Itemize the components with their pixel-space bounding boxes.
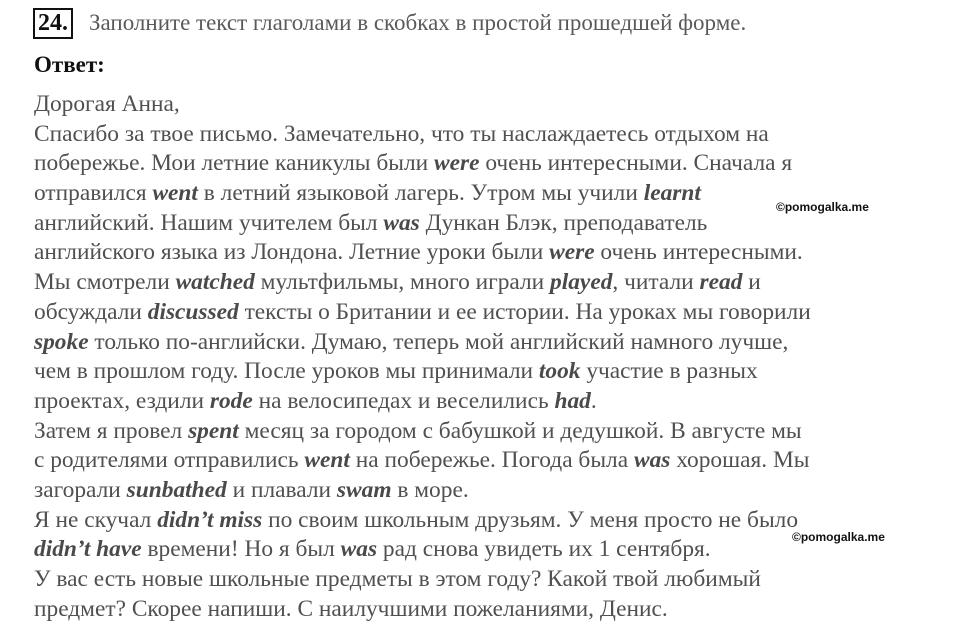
letter-text-segment: очень интересными. Сначала я: [479, 150, 793, 177]
verb-answer: took: [538, 358, 581, 385]
letter-text-segment: хорошая. Мы: [670, 447, 810, 474]
letter-text-segment: чем в прошлом году. После уроков мы принимали: [34, 358, 539, 385]
letter-line: [34, 238, 811, 268]
letter-line: [34, 209, 811, 239]
letter-text-segment: побережье. Мои летние каникулы были: [34, 150, 435, 177]
letter-line: [34, 357, 811, 387]
letter-text-segment: .: [590, 387, 597, 414]
letter-text-segment: Мы смотрели: [34, 269, 176, 296]
letter-text-segment: рад снова увидеть их 1 сентября.: [377, 536, 711, 563]
letter-text-segment: на побережье. Погода была: [349, 447, 634, 474]
letter-text-segment: отправился: [34, 180, 153, 207]
letter-text-segment: в летний языковой лагерь. Утром мы учили: [197, 180, 644, 207]
verb-answer: went: [152, 180, 198, 207]
letter-text-segment: в море.: [391, 476, 469, 503]
letter-line: [34, 565, 811, 595]
letter-text-segment: участие в разных: [580, 358, 758, 385]
letter-text-segment: Затем я провел: [34, 417, 189, 444]
verb-answer: was: [633, 447, 671, 474]
verb-answer: didn’t have: [34, 536, 142, 563]
letter-text-segment: на велосипедах и веселились: [252, 387, 555, 414]
answer-label: Ответ:: [34, 52, 105, 77]
letter-text-segment: загорали: [34, 476, 127, 503]
verb-answer: watched: [175, 269, 255, 296]
letter-line: [34, 535, 811, 565]
letter-text-segment: и: [742, 269, 761, 296]
letter-text: [34, 90, 811, 624]
letter-text-segment: и плавали: [226, 476, 337, 503]
letter-line: [34, 328, 811, 358]
verb-answer: swam: [336, 476, 392, 503]
verb-answer: rode: [209, 387, 253, 414]
letter-text-segment: только по-английски. Думаю, теперь мой английский намного лучше,: [88, 328, 789, 355]
letter-text-segment: мультфильмы, много играли: [254, 269, 551, 296]
letter-text-segment: У вас есть новые школьные предметы в этом году? Какой твой любимый: [34, 566, 761, 592]
verb-answer: was: [383, 209, 420, 236]
verb-answer: didn’t miss: [157, 506, 263, 533]
letter-text-segment: с родителями отправились: [34, 447, 305, 474]
verb-answer: spent: [188, 417, 239, 444]
verb-answer: had: [554, 387, 591, 414]
letter-line: [34, 298, 811, 328]
verb-answer: learnt: [643, 180, 701, 207]
watermark: ©pomogalka.me: [792, 530, 885, 544]
letter-text-segment: , читали: [612, 269, 700, 296]
letter-text-segment: месяц за городом с бабушкой и дедушкой. В августе мы: [238, 417, 802, 444]
verb-answer: discussed: [147, 298, 239, 325]
verb-answer: was: [340, 536, 378, 563]
letter-line: [34, 120, 811, 150]
verb-answer: read: [699, 269, 743, 296]
letter-line: [34, 417, 811, 447]
task-number: 24.: [33, 8, 73, 39]
verb-answer: spoke: [34, 328, 89, 355]
letter-line: [34, 506, 811, 536]
letter-text-segment: английского языка из Лондона. Летние уроки были: [34, 239, 550, 266]
letter-line: [34, 446, 811, 476]
verb-answer: were: [434, 150, 480, 177]
letter-line: [34, 90, 811, 120]
verb-answer: went: [304, 447, 350, 474]
letter-text-segment: английский. Нашим учителем был: [34, 209, 384, 236]
letter-line: [34, 595, 811, 625]
verb-answer: were: [549, 239, 595, 266]
letter-text-segment: по своим школьным друзьям. У меня просто не было: [262, 506, 799, 533]
letter-text-segment: обсуждали: [34, 298, 148, 325]
letter-text-segment: предмет? Скорее напиши. С наилучшими пожеланиями, Денис.: [34, 595, 668, 622]
verb-answer: played: [550, 269, 613, 296]
letter-text-segment: Дункан Блэк, преподаватель: [419, 209, 708, 236]
letter-text-segment: Спасибо за твое письмо. Замечательно, что ты наслаждаетесь отдыхом на: [34, 120, 769, 147]
letter-text-segment: тексты о Британии и ее истории. На уроках мы говорили: [238, 298, 811, 325]
letter-text-segment: Дорогая Анна,: [34, 91, 180, 117]
verb-answer: sunbathed: [126, 476, 227, 503]
letter-text-segment: очень интересными.: [594, 239, 803, 266]
letter-line: [34, 149, 811, 179]
task-instruction: Заполните текст глаголами в скобках в простой прошедшей форме.: [89, 10, 747, 35]
letter-line: [34, 387, 811, 417]
watermark: ©pomogalka.me: [776, 200, 869, 214]
letter-text-segment: проектах, ездили: [34, 387, 210, 414]
letter-text-segment: времени! Но я был: [141, 536, 341, 563]
letter-text-segment: Я не скучал: [34, 506, 158, 533]
letter-line: [34, 179, 811, 209]
letter-line: [34, 476, 811, 506]
letter-line: [34, 268, 811, 298]
